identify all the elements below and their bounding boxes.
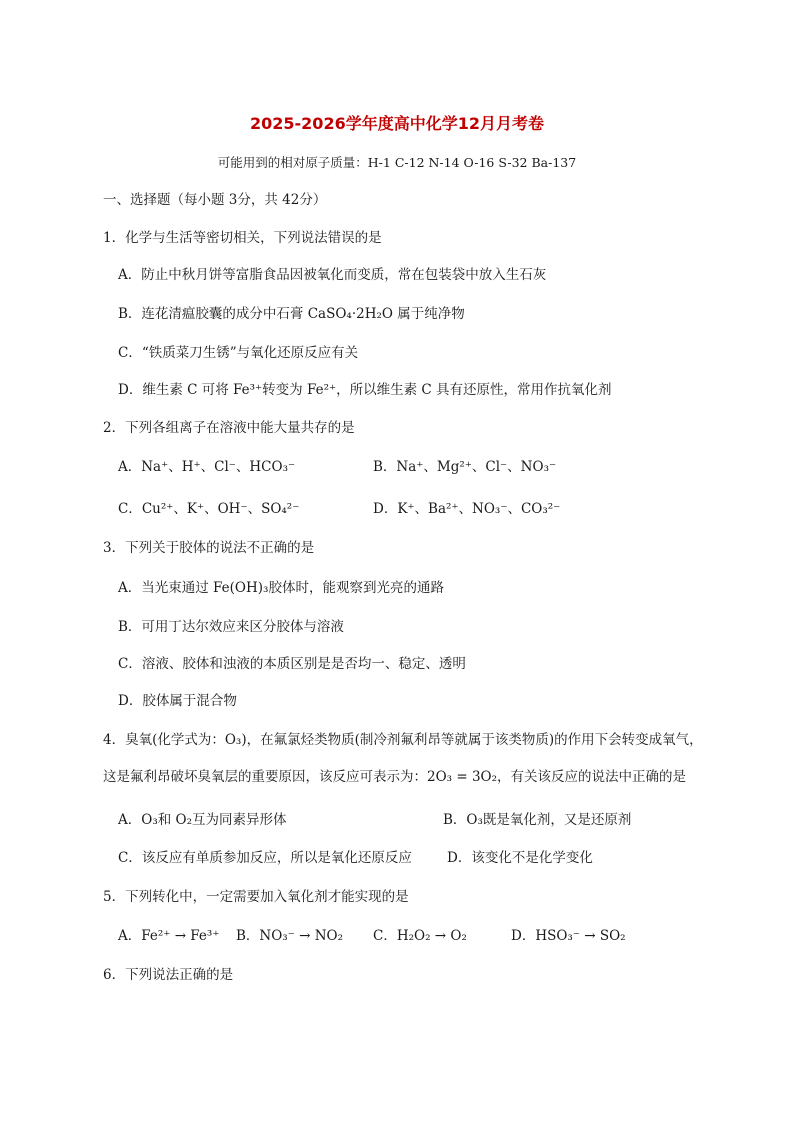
question-2-option-b: B．Na⁺、Mg²⁺、Cl⁻、NO₃⁻ xyxy=(373,459,557,475)
question-4-stem-line2: 这是氟利昂破坏臭氧层的重要原因，该反应可表示为：2O₃ = 3O₂，有关该反应的说法中正确的是 xyxy=(103,769,687,785)
question-2-stem: 2．下列各组离子在溶液中能大量共存的是 xyxy=(103,420,355,436)
question-1-option-d: D．维生素 C 可将 Fe³⁺转变为 Fe²⁺，所以维生素 C 具有还原性，常用作抗氧化剂 xyxy=(118,382,612,398)
question-2-option-c: C．Cu²⁺、K⁺、OH⁻、SO₄²⁻ xyxy=(118,501,300,517)
question-3-option-b: B．可用丁达尔效应来区分胶体与溶液 xyxy=(118,619,344,635)
question-4-option-b: B．O₃既是氧化剂，又是还原剂 xyxy=(443,812,632,828)
question-4-option-c: C．该反应有单质参加反应，所以是氧化还原反应 xyxy=(118,850,412,866)
question-3-stem: 3．下列关于胶体的说法不正确的是 xyxy=(103,540,315,556)
question-3-option-c: C．溶液、胶体和浊液的本质区别是是否均一、稳定、透明 xyxy=(118,656,466,672)
question-3-option-d: D．胶体属于混合物 xyxy=(118,693,237,709)
question-3-option-a: A．当光束通过 Fe(OH)₃胶体时，能观察到光亮的通路 xyxy=(118,580,444,596)
question-2-option-a: A．Na⁺、H⁺、Cl⁻、HCO₃⁻ xyxy=(118,459,296,475)
question-5-option-c: C．H₂O₂ → O₂ xyxy=(373,928,467,944)
question-6-stem: 6．下列说法正确的是 xyxy=(103,967,234,983)
question-5-stem: 5．下列转化中，一定需要加入氧化剂才能实现的是 xyxy=(103,889,409,905)
question-1-option-b: B．连花清瘟胶囊的成分中石膏 CaSO₄·2H₂O 属于纯净物 xyxy=(118,306,465,322)
question-1-option-c: C．“铁质菜刀生锈”与氧化还原反应有关 xyxy=(118,345,359,361)
question-4-option-d: D．该变化不是化学变化 xyxy=(447,850,593,866)
question-4-option-a: A．O₃和 O₂互为同素异形体 xyxy=(118,812,287,828)
question-1-stem: 1．化学与生活等密切相关，下列说法错误的是 xyxy=(103,230,382,246)
question-5-option-a: A．Fe²⁺ → Fe³⁺ xyxy=(118,928,220,944)
question-5-option-b: B．NO₃⁻ → NO₂ xyxy=(236,928,344,944)
question-1-option-a: A．防止中秋月饼等富脂食品因被氧化而变质，常在包装袋中放入生石灰 xyxy=(118,267,547,283)
question-2-option-d: D．K⁺、Ba²⁺、NO₃⁻、CO₃²⁻ xyxy=(373,501,561,517)
question-4-stem-line1: 4．臭氧(化学式为：O₃)，在氟氯烃类物质(制冷剂氟利昂等就属于该类物质)的作用下会转变成氧气， xyxy=(103,732,703,748)
question-5-option-d: D．HSO₃⁻ → SO₂ xyxy=(511,928,626,944)
exam-title: 2025-2026学年度高中化学12月月考卷 xyxy=(250,114,544,133)
section-heading: 一、选择题（每小题 3分，共 42分） xyxy=(103,192,327,208)
atomic-masses-note: 可能用到的相对原子质量：H-1 C-12 N-14 O-16 S-32 Ba-137 xyxy=(217,155,577,170)
